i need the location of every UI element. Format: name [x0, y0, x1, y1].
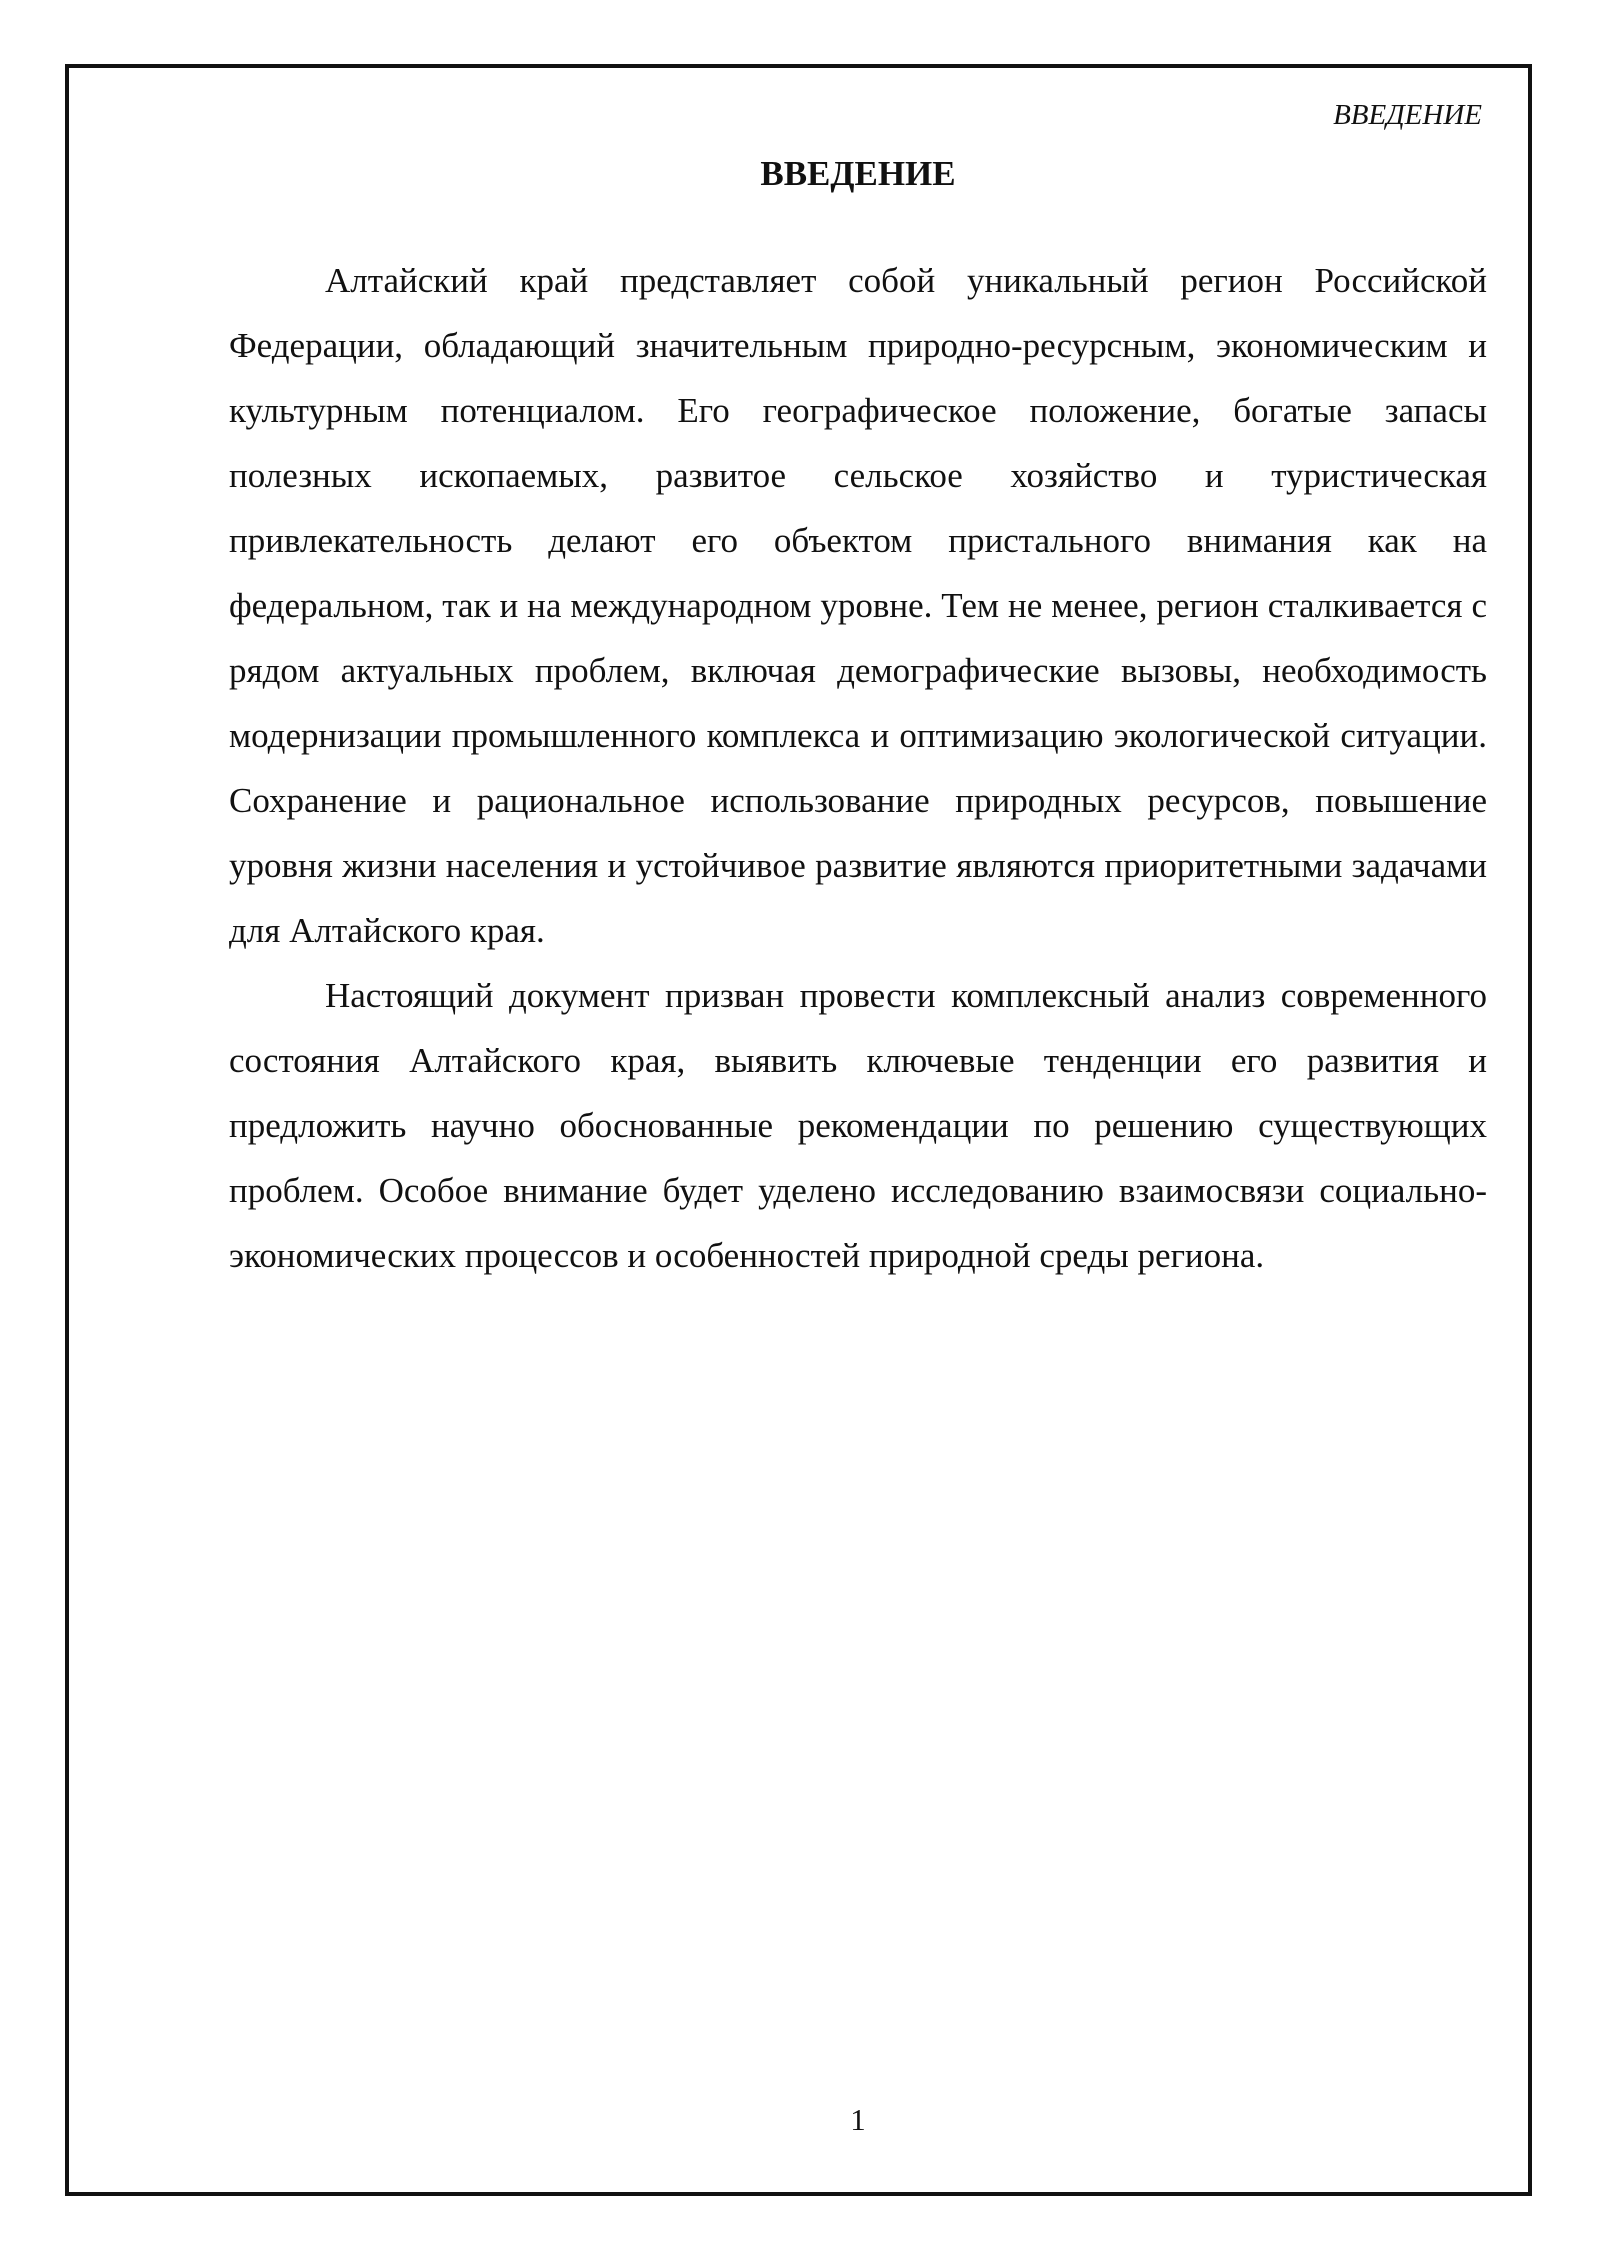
- paragraph: Алтайский край представляет собой уникальный регион Российской Федерации, обладающий значительным природно-ресурсным, экономическим и культурным потенциалом. Его географическое положение, богатые запасы полезных ископаемых, развитое сельское хозяйство и туристическая привлекательность делают его объектом пристального внимания как на федеральном, так и на международном уровне. Тем не менее, регион сталкивается с рядом актуальных проблем, включая демографические вызовы, необходимость модернизации промышленного комплекса и оптимизацию экологической ситуации. Сохранение и рациональное использование природных ресурсов, повышение уровня жизни населения и устойчивое развитие являются приоритетными задачами для Алтайского края.: [229, 261, 1487, 950]
- page-title: ВВЕДЕНИЕ: [760, 154, 956, 193]
- page-number: 1: [850, 2102, 866, 2137]
- paragraph: Настоящий документ призван провести комплексный анализ современного состояния Алтайского края, выявить ключевые тенденции его развития и предложить научно обоснованные рекомендации по решению существующих проблем. Особое внимание будет уделено исследованию взаимосвязи социально-экономических процессов и особенностей природной среды региона.: [229, 976, 1487, 1275]
- running-header: ВВЕДЕНИЕ: [1333, 99, 1482, 131]
- document-body: [229, 248, 1487, 1288]
